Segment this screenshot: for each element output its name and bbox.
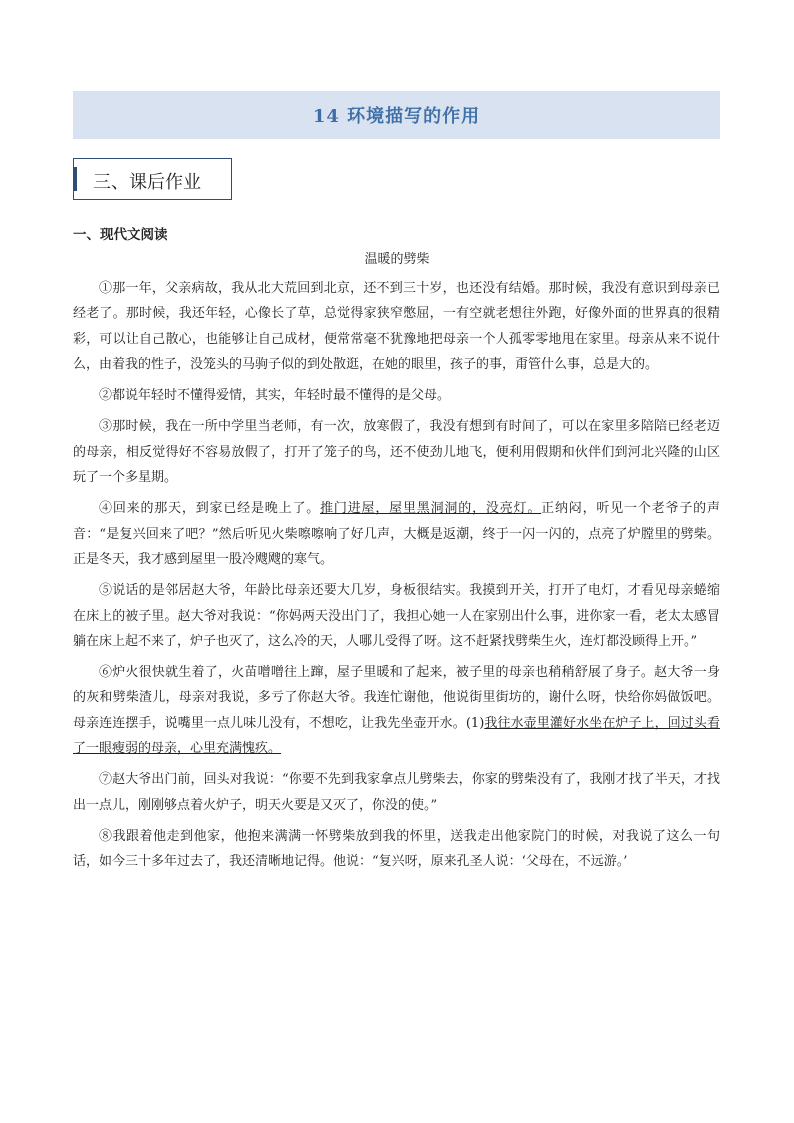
title-banner bbox=[73, 91, 720, 139]
essay-body bbox=[73, 276, 720, 881]
paragraph-7: ⑦赵大爷出门前，回头对我说：“你要不先到我家拿点儿劈柴去，你家的劈柴没有了，我刚才找了半天，才找出一点儿，刚刚够点着火炉子，明天火要是又灭了，你没的使。” bbox=[73, 772, 720, 813]
paragraph-4 bbox=[73, 496, 720, 572]
paragraph-5: ⑤说话的是邻居赵大爷，年龄比母亲还要大几岁，身板很结实。我摸到开关，打开了电灯，才看见母亲蜷缩在床上的被子里。赵大爷对我说：“你妈两天没出门了，我担心她一人在家别出什么事，进你家一看，老太太感冒躺在床上起不来了，炉子也灭了，这么冷的天，人哪儿受得了呀。这不赶紧找劈柴生火，连灯都没顾得上开。” bbox=[73, 583, 720, 649]
section-heading: 三、课后作业 bbox=[93, 172, 201, 193]
paragraph-8: ⑧我跟着他走到他家，他抱来满满一怀劈柴放到我的怀里，送我走出他家院门的时候，对我说了这么一句话，如今三十多年过去了，我还清晰地记得。他说：“复兴呀，原来孔圣人说：‘父母在，不远游。’ bbox=[73, 828, 720, 870]
subsection-heading: 一、现代文阅读 bbox=[73, 227, 168, 243]
paragraph-4-start: ④回来的那天，到家已经是晚上了。 bbox=[99, 501, 321, 517]
underlined-sentence-kettle: 我往水壶里灌好水坐在炉子上，回过头看了一眼瘦弱的母亲，心里充满愧疚。 bbox=[73, 715, 720, 757]
paragraph-6-start: ⑥炉火很快就生着了，火苗噌噌往上蹿，屋子里暖和了起来，被子里的母亲也稍稍舒展了身子。赵大爷一身的灰和劈柴渣儿，母亲对我说，多亏了你赵大爷。我连忙谢他，他说街里街坊的，谢什么呀，快给你妈做饭吧。母亲连连摆手，说嘴里一点儿味儿没有，不想吃，让我先坐壶开水。(1) bbox=[73, 665, 720, 731]
underlined-sentence-dark-room: 推门进屋，屋里黑洞洞的，没亮灯。 bbox=[320, 501, 542, 517]
paragraph-2: ②都说年轻时不懂得爱情，其实，年轻时最不懂得的是父母。 bbox=[99, 388, 451, 404]
paragraph-1: ①那一年，父亲病故，我从北大荒回到北京，还不到三十岁，也还没有结婚。那时候，我没有意识到母亲已经老了。那时候，我还年轻，心像长了草，总觉得家狭窄憋屈，一有空就老想往外跑，好像外面的世界真的很精彩，可以让自己散心，也能够让自己成材，便常常毫不犹豫地把母亲一个人孤零零地甩在家里。母亲从来不说什么，由着我的性子，没笼头的马驹子似的到处散逛，在她的眼里，孩子的事，甭管什么事，总是大的。 bbox=[73, 281, 720, 372]
paragraph-4-rest: 正纳闷，听见一个老爷子的声音：“是复兴回来了吧？”然后听见火柴嚓嚓响了好几声，大概是返潮，终于一闪一闪的，点亮了炉膛里的劈柴。正是冬天，我才感到屋里一股冷飕飕的寒气。 bbox=[73, 501, 720, 567]
section-heading-box bbox=[73, 158, 232, 200]
page-title: 14 环境描写的作用 bbox=[312, 106, 481, 127]
essay-title: 温暖的劈柴 bbox=[364, 252, 430, 267]
paragraph-3: ③那时候，我在一所中学里当老师，有一次，放寒假了，我没有想到有时间了，可以在家里多陪陪已经老迈的母亲，相反觉得好不容易放假了，打开了笼子的鸟，还不使劲儿地飞，便利用假期和伙伴们到河北兴隆的山区玩了一个多星期。 bbox=[73, 419, 720, 486]
paragraph-6 bbox=[73, 660, 720, 761]
